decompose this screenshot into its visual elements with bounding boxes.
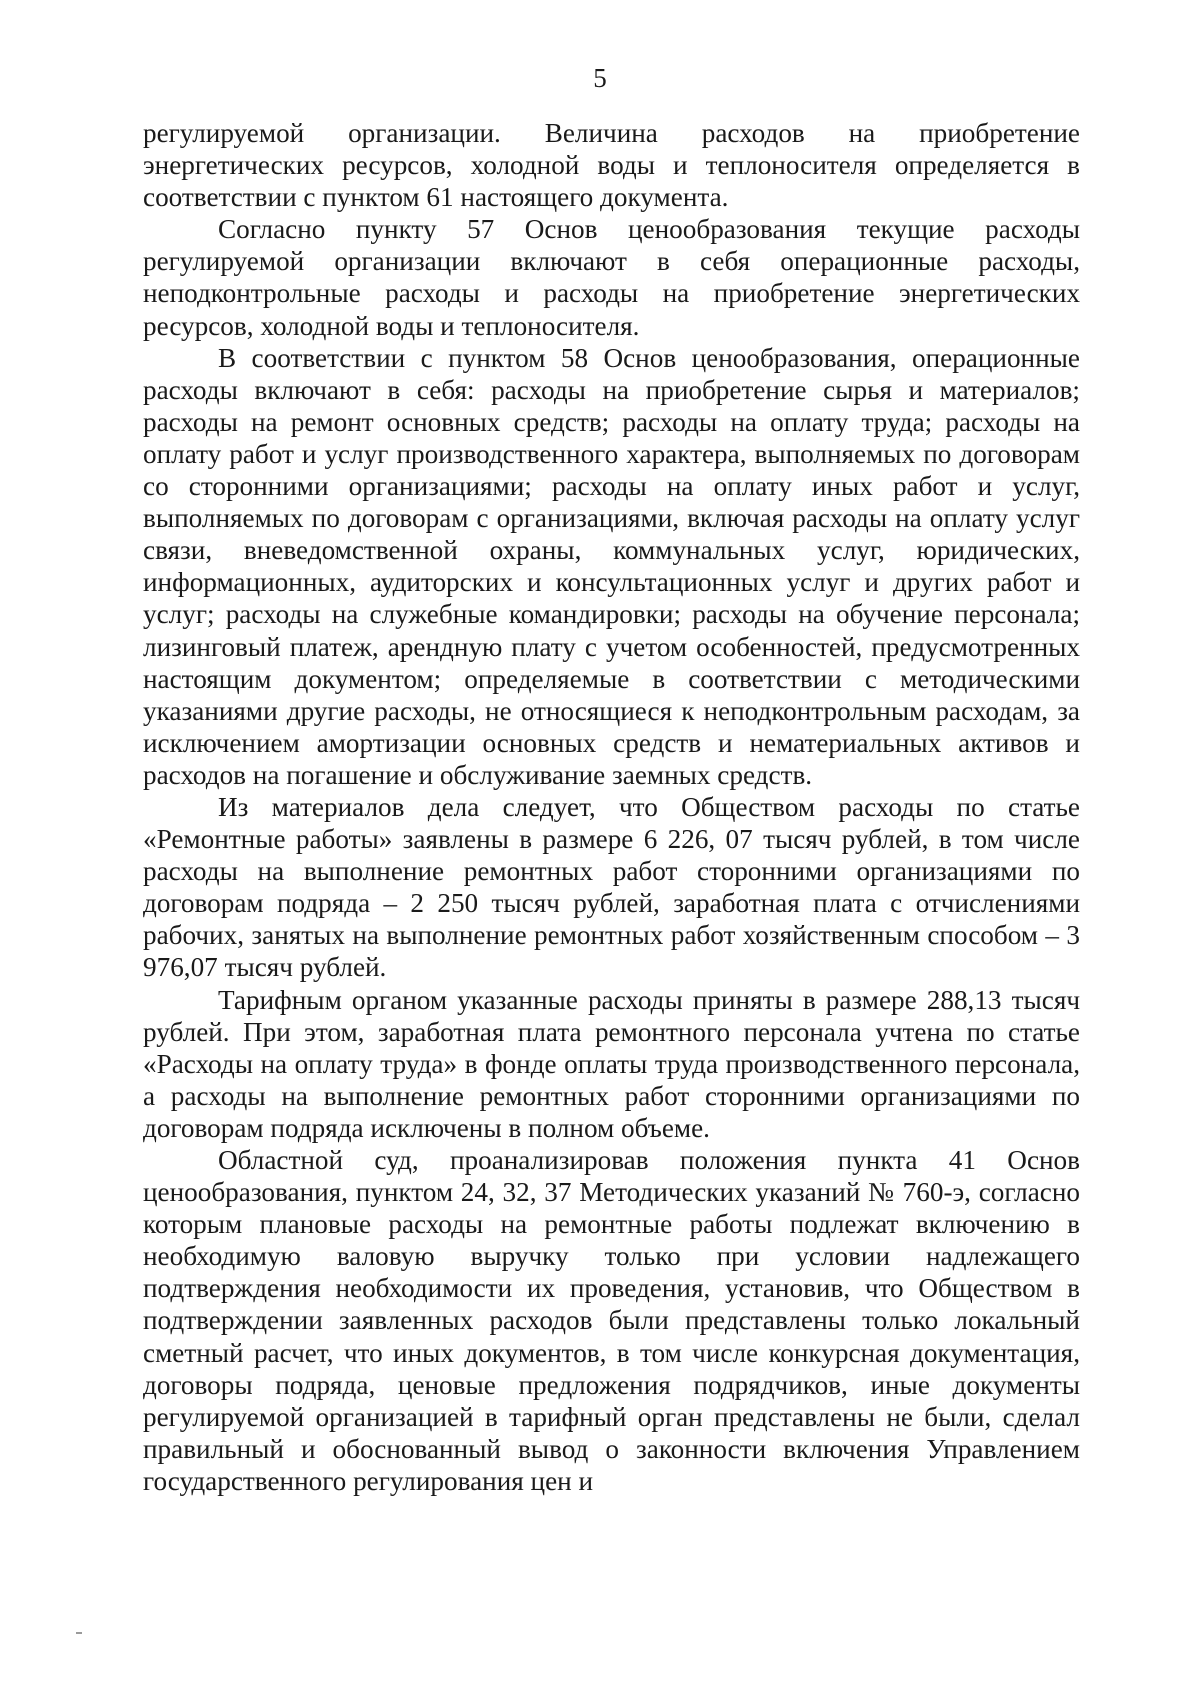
paragraph-current-expenses: Согласно пункту 57 Основ ценообразования текущие расходы регулируемой организации включают в себя операционные расходы, неподконтрольные расходы и расходы на приобретение энергетических ресурсов, холодной воды и теплоносителя. [143,214,1080,341]
paragraph-repair-works-claimed: Из материалов дела следует, что Обществом расходы по статье «Ремонтные работы» заявлены в размере 6 226, 07 тысяч рублей, в том числе расходы на выполнение ремонтных работ сторонними организациями по договорам подряда – 2 250 тысяч рублей, заработная плата с отчислениями рабочих, занятых на выполнение ремонтных работ хозяйственным способом – 3 976,07 тысяч рублей. [143,791,1080,983]
page-number: 5 [593,63,607,93]
paragraph-regional-court: Областной суд, проанализировав положения пункта 41 Основ ценообразования, пунктом 24, 32, 37 Методических указаний № 760-э, согласно которым плановые расходы на ремонтные работы подлежат включению в необходимую валовую выручку только при условии надлежащего подтверждения необходимости их проведения, установив, что Обществом в подтверждении заявленных расходов были представлены только локальный сметный расчет, что иных документов, в том числе конкурсная документация, договоры подряда, ценовые предложения подрядчиков, иные документы регулируемой организацией в тарифный орган представлены не были, сделал правильный и обоснованный вывод о законности включения Управлением государственного регулирования цен и [143,1145,1080,1496]
document-body [143,117,1080,1497]
paragraph-operational-expenses: В соответствии с пунктом 58 Основ ценообразования, операционные расходы включают в себя: расходы на приобретение сырья и материалов; расходы на ремонт основных средств; расходы на оплату труда; расходы на оплату работ и услуг производственного характера, выполняемых по договорам со сторонними организациями; расходы на оплату иных работ и услуг, выполняемых по договорам с организациями, включая расходы на оплату услуг связи, вневедомственной охраны, коммунальных услуг, юридических, информационных, аудиторских и консультационных услуг и других работ и услуг; расходы на служебные командировки; расходы на обучение персонала; лизинговый платеж, арендную плату с учетом особенностей, предусмотренных настоящим документом; определяемые в соответствии с методическими указаниями другие расходы, не относящиеся к неподконтрольным расходам, за исключением амортизации основных средств и нематериальных активов и расходов на погашение и обслуживание заемных средств. [143,342,1080,790]
scan-artifact [76,1632,82,1634]
paragraph-tariff-body-accepted: Тарифным органом указанные расходы приняты в размере 288,13 тысяч рублей. При этом, заработная плата ремонтного персонала учтена по статье «Расходы на оплату труда» в фонде оплаты труда производственного персонала, а расходы на выполнение ремонтных работ сторонними организациями по договорам подряда исключены в полном объеме. [143,984,1080,1143]
paragraph-continuation: регулируемой организации. Величина расходов на приобретение энергетических ресурсов, холодной воды и теплоносителя определяется в соответствии с пунктом 61 настоящего документа. [143,118,1080,213]
